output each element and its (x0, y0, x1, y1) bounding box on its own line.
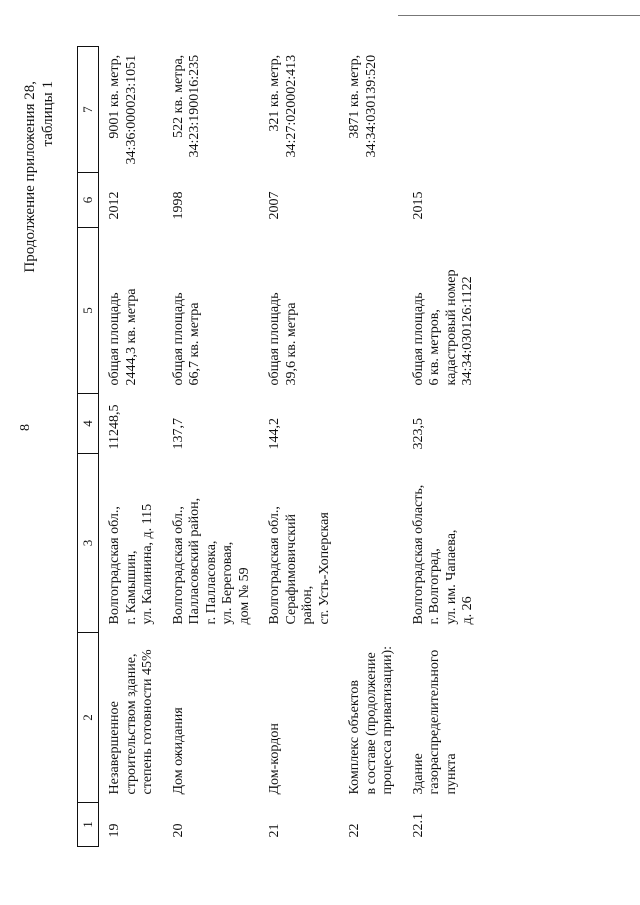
header-col-4: 4 (78, 394, 99, 454)
cell-object-name-line: Дом-кордон (267, 723, 282, 795)
header-col-6: 6 (78, 173, 99, 228)
cell-object-name-line: пункта (443, 753, 459, 795)
cell-object-name-line: Дом ожидания (170, 707, 186, 795)
cell-address-line: г. Волгоград, (427, 548, 442, 625)
cell-address (259, 454, 339, 633)
cell-address (163, 454, 260, 633)
cell-area-line: 6 кв. метров, (427, 309, 442, 386)
cell-year: 2012 (107, 191, 122, 220)
cell-area-line: 66,7 кв. метра (187, 302, 202, 386)
page-number: 8 (18, 424, 33, 431)
cell-area-line: общая площадь (170, 292, 186, 386)
table-body (99, 47, 483, 847)
cell-address-line: Волгоградская область, (410, 484, 426, 625)
table-row (403, 47, 483, 847)
header-col-5: 5 (78, 228, 99, 394)
cell-area (259, 228, 339, 394)
cell-object-name-line: в составе (продолжение (363, 652, 379, 795)
cell-number: 20 (170, 823, 186, 838)
cell-cadastral-line: 522 кв. метра, (170, 54, 186, 138)
cell-cadastral-line: 34:27:020002:413 (283, 54, 299, 158)
cell-object-name-line: процесса приватизации): (380, 645, 395, 795)
table-row (339, 47, 403, 847)
cell-address-line: ул. Береговая, (220, 541, 235, 625)
cell-cadastral-line: 34:34:030139:520 (363, 54, 379, 158)
cell-cadastral (163, 47, 260, 173)
cell-area (99, 228, 163, 394)
cell-value: 323,5 (410, 418, 426, 450)
cell-object-name (163, 633, 260, 803)
header-col-7: 7 (78, 47, 99, 173)
table-row (259, 47, 339, 847)
cell-address-line: ул. им. Чапаева, (443, 529, 459, 625)
cell-object-name-line: Незавершенное (107, 701, 122, 795)
cell-area (339, 228, 403, 394)
cell-area-line: кадастровый номер (443, 269, 459, 386)
cell-address-line: г. Камышин, (123, 550, 139, 625)
header-col-3: 3 (78, 454, 99, 633)
header-col-2: 2 (78, 633, 99, 803)
cell-address (403, 454, 483, 633)
cell-address (339, 454, 403, 633)
cell-year: 2007 (267, 191, 282, 220)
cell-cadastral (99, 47, 163, 173)
cell-cadastral-line: 321 кв. метр, (267, 54, 282, 132)
cell-area-line: общая площадь (107, 292, 122, 386)
cell-value: 144,2 (267, 418, 282, 450)
cell-area-line: 2444,3 кв. метра (123, 288, 139, 386)
continuation-line-1: Продолжение приложения 28, (22, 81, 38, 273)
cell-area (163, 228, 260, 394)
cell-area-line: 39,6 кв. метра (283, 302, 299, 386)
cell-cadastral-line: 34:23:190016:235 (187, 54, 202, 158)
cell-cadastral-line: 34:36:000023:1051 (123, 54, 139, 165)
cell-cadastral-line: 9001 кв. метр, (107, 54, 122, 139)
cell-object-name (339, 633, 403, 803)
cell-address-line: дом № 59 (236, 567, 252, 625)
cell-cadastral (339, 47, 403, 173)
table-header-row (78, 47, 99, 847)
cell-number: 19 (107, 823, 122, 838)
cell-address (99, 454, 163, 633)
cell-object-name-line: Здание (410, 753, 426, 795)
rotated-content (20, 35, 620, 885)
continuation-line-2: таблицы 1 (40, 81, 56, 147)
cell-object-name (99, 633, 163, 803)
cell-object-name-line: строительством здание, (123, 653, 139, 795)
cell-object-name (403, 633, 483, 803)
cell-area-line: 34:34:030126:1122 (460, 276, 475, 386)
cell-year: 2015 (410, 191, 426, 220)
top-rule (398, 15, 640, 16)
cell-number: 22.1 (410, 813, 426, 838)
cell-value (339, 394, 403, 454)
cell-area (403, 228, 483, 394)
cell-number: 21 (267, 823, 282, 838)
cell-value: 137,7 (170, 418, 186, 450)
cell-year (339, 173, 403, 228)
cell-number: 22 (347, 823, 362, 838)
cell-address-line: Волгоградская обл., (267, 506, 282, 625)
cell-year: 1998 (170, 191, 186, 220)
table-row (163, 47, 260, 847)
cell-area-line: общая площадь (267, 292, 282, 386)
cell-address-line: Палласовский район, (187, 497, 202, 625)
cell-address-line: ст. Усть-Хоперская (316, 512, 332, 625)
cell-object-name-line: Комплекс объектов (347, 680, 362, 795)
cell-cadastral (259, 47, 339, 173)
cell-object-name-line: степень готовности 45% (140, 649, 155, 795)
cell-address-line: район, (300, 585, 315, 625)
cell-value: 11248,5 (107, 404, 122, 450)
cell-object-name-line: газораспределительного (427, 649, 442, 795)
header-col-1: 1 (78, 803, 99, 847)
continuation-header (21, 81, 57, 273)
cell-address-line: Серафимовичский (283, 513, 299, 625)
cell-address-line: г. Палласовка, (203, 540, 219, 625)
cell-address-line: Волгоградская обл., (170, 506, 186, 625)
cell-cadastral (403, 47, 483, 173)
property-table (77, 46, 483, 847)
cell-object-name (259, 633, 339, 803)
cell-address-line: Волгоградская обл., (107, 506, 122, 625)
cell-address-line: д. 26 (460, 596, 475, 625)
cell-cadastral-line: 3871 кв. метр, (347, 54, 362, 139)
table-row (99, 47, 163, 847)
cell-address-line: ул. Калинина, д. 115 (140, 503, 155, 625)
cell-area-line: общая площадь (410, 292, 426, 386)
